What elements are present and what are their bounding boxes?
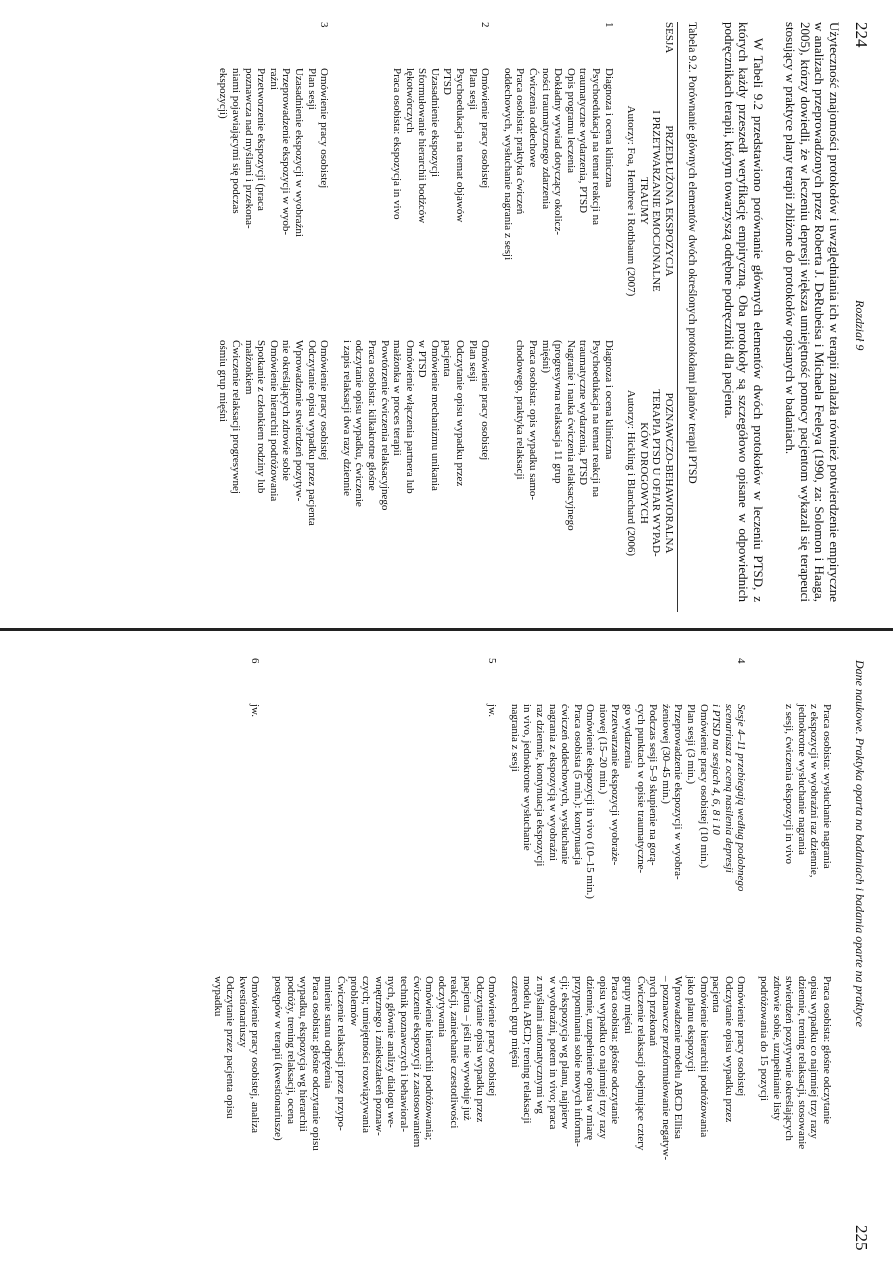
table-row <box>493 22 616 612</box>
table-row <box>263 658 500 1248</box>
running-head-left: Rozdział 9 <box>853 300 867 351</box>
comparison-table-right <box>203 658 835 1248</box>
table-row <box>209 22 332 612</box>
left-page <box>0 0 893 620</box>
cell-protocol-a: Praca osobista: wysłuchanie nagrania z ekspozycji w wyobraźni raz dziennie, jednokrotne wysłuchanie nagrania z sesji, ćwiczenia ekspozycji in vivo <box>783 704 833 878</box>
page-gutter <box>0 628 893 631</box>
cell-protocol-a: jw. <box>486 704 499 718</box>
cell-protocol-a: Diagnoza i ocena kliniczna Psychoedukacja na temat reakcji na traumatyczne wydarzenia, PTSD Opis programu leczenia Dokładny wywiad dotyczący okolicz- ności traumatycznego zdarzenia Ćwiczenia oddechowe Praca osobista: praktyka ćwiczeń oddechowych, wysłuchanie nagrania z sesji <box>501 68 615 261</box>
comparison-table-left <box>209 22 678 612</box>
table-row <box>332 22 493 612</box>
authors-a: Autorzy: Foa, Hembree i Rothbaum (2007) <box>625 105 638 297</box>
session-number: 6 <box>249 658 262 664</box>
session-number: 5 <box>486 658 499 664</box>
cell-protocol-b: Diagnoza i ocena kliniczna Psychoedukacja na temat reakcji na traumatyczne wydarzenia, PTSD Nagranie i nauka ćwiczenia relaksacyjnego (progresywna relaksacja 11 grup mięśni) Praca osobista: opis wypadku samo- chodowego, praktyka relaksacji <box>514 340 615 531</box>
header-protocol-a: PRZEDŁUŻONA EKSPOZYCJA I PRZETWARZANIE EMOCJONALNE TRAUMY Autorzy: Foa, Hembree i Rothbaum (2007) <box>617 68 678 340</box>
right-page <box>0 640 893 1263</box>
cell-protocol-b: Omówienie pracy osobistej Odczytanie opisu wypadku przez pacjenta – jeśli nie wywołuje już reakcji, zaniechanie czestotliwości odczytywania Omówienie hierarchii podróżowania; ćwiczenie ekspozycji z zastosowaniem technik poznawczych i behawioral- nych, głównie analizy dialogu we- wnętrznego i zniekształceń poznaw- czych; umiejętności rozwiązywania problemów Ćwiczenie relaksacji przez przypo- mnienie stanu odprężenia Praca osobista: głośne odczytanie opisu wypadku, ekspozycja wg hierarchii podróży, trening relaksacji, ocena postępów w terapii (kwestionariusze) <box>272 976 499 1151</box>
table-row-continued <box>749 658 835 1248</box>
table-header-row <box>617 22 678 612</box>
cell-protocol-b: Praca osobista: głośne odczytanie opisu wypadku co najmniej trzy razy dziennie, trening relaksacji, stosowanie stwierdzeń pozytywnie określających zdrowie sobie, uzupełnianie listy podróżowania do 15 pozycji <box>758 976 833 1150</box>
table-caption: Tabela 9.2. Porównanie głównych elementów dwóch określonych protokołami planów terapii PTSD <box>686 22 698 484</box>
page-number-right: 225 <box>852 1225 871 1251</box>
paragraph-2: W Tabeli 9.2 przedstawiono porównanie głównych elementów dwóch protokołów w leczeniu PTSD, z których każdy przeszedł weryfikację empiryczną. Oba protokoły są szczegółowo opisane w odpowiednich podręcznikach terapii, którym towarzyszą odrębne podręczniki dla pacjenta. <box>721 22 766 602</box>
session-number: 3 <box>318 22 331 28</box>
cell-protocol-a: Sesje 4–11 przebiegają według podobnego scenariusza z oceną nasilenia depresji i PTSD na sesjach 4, 6, 8 i 10 Omówienie pracy osobistej (10 min.) Plan sesji (3 min.) Przeprowadzenie ekspozycji w wyobra- źeniowej (30–45 min.) Podczas sesji 5–9 skupienie na gorą- cych punktach w opisie traumatyczne- go wydarzenia Przetwarzanie ekspozycji wyobraże- niowej (15–20 min.) Omówienie ekspozycji in vivo (10–15 min.) Praca osobista (5 min.): kontynuacja ćwiczeń oddechowych, wysłuchanie nagrania z ekspozycją w wyobraźni raz dziennie, kontynuacja ekspozycji in vivo, jednokrotne wysłuchanie nagrania z sesji <box>508 704 748 899</box>
running-head-right: Dane naukowe. Praktyka oparta na badaniach i badania oparte na praktyce <box>853 660 867 1027</box>
cell-protocol-a: Omówienie pracy osobistej Plan sesji Uzasadnienie ekspozycji w wyobraźni Przeprowadzenie ekspozycji w wyob- raźni Przetworzenie ekspozycji (praca poznawcza nad myślami i przekona- niami pojawiającymi się podczas ekspozycji) <box>217 68 331 237</box>
cell-protocol-b: Omówienie pracy osobistej, analiza kwestionariuszy Odczytanie przez pacjenta opisu wypadku <box>211 976 262 1134</box>
session-number: 2 <box>479 22 492 28</box>
cell-protocol-a: Omówienie pracy osobistej Plan sesji Psychoedukacja na temat objawów PTSD Uzasadnienie ekspozycji Sformułowanie hierarchii bodźców lękotwórczych Praca osobista: ekspozycja in vivo <box>391 68 492 224</box>
paragraph-1: Użyteczność znajomości protokołów i uwzględniania ich w terapii znalazła również potwierdzenie empiryczne w analizach przeprowadzonych przez Roberta J. DeRubeisa i Michaela Feeleya (1990, za: Solomon i Haaga, 2005), którzy dowiedli, że w leczeniu depresji większa umiejętność pomocy pacjentom wykazali się terapeuci stosujący w praktyce plany terapii zbliżone do protokołów opisanych w badaniach. <box>783 22 842 602</box>
table-row <box>500 658 749 1248</box>
cell-protocol-b: Omówienie pracy osobistej Odczytanie opisu wypadku przez pacjenta Omówienie hierarchii podróżowania jako planu ekspozycji Wprowadzenie modelu ABCD Ellisa – poznawcze przeformułowanie negatyw- nych przekonań Ćwiczenie relaksacji obejmujące cztery grupy mięśni Praca osobista: głośne odczytanie opisu wypadku co najmniej trzy razy dziennie, uzupełnienie opisu w miarę przypominania sobie nowych informa- cji; ekspozycja wg planu, najpierw w wyobraźni, potem in vivo; praca z myślami automatycznymi wg modelu ABCD; trening relaksacji czterech grup mięśni <box>508 976 748 1161</box>
header-session: SESJA <box>663 22 675 54</box>
cell-protocol-a: jw. <box>249 704 262 718</box>
table-row <box>203 658 263 1248</box>
session-number: 4 <box>735 658 748 664</box>
cell-protocol-b: Omówienie pracy osobistej Plan sesji Odczytanie opisu wypadku przez pacjenta Omówienie mechanizmu unikania w PTSD Omówienie włączenia partnera lub małżonka w proces terapii Powtórzenie ćwiczenia relaksacyjnego Praca osobista: kilkakrotne głośne odczytanie opisu wypadku, ćwiczenie i zapis relaksacji dwa razy dziennie <box>340 340 492 511</box>
header-protocol-b: POZNAWCZO-BEHAWIORALNA TERAPIA PTSD U OFIAR WYPAD- KÓW DROGOWYCH Autorzy: Hickling i Blanchard (2006) <box>617 340 678 612</box>
page-number-left: 224 <box>852 22 871 48</box>
cell-protocol-b: Omówienie pracy osobistej Odczytanie opisu wypadku przez pacjenta Wprowadzenie stwierdzeń pozytyw- nie określających zdrowie sobie Omówienie hierarchii podróżowania Spotkanie z członkiem rodziny lub małżonkiem Ćwiczenie relaksacji progresywnej ośmiu grup mięśni <box>217 340 331 526</box>
session-number: 1 <box>602 22 615 28</box>
authors-b: Autorzy: Hickling i Blanchard (2006) <box>625 389 638 557</box>
